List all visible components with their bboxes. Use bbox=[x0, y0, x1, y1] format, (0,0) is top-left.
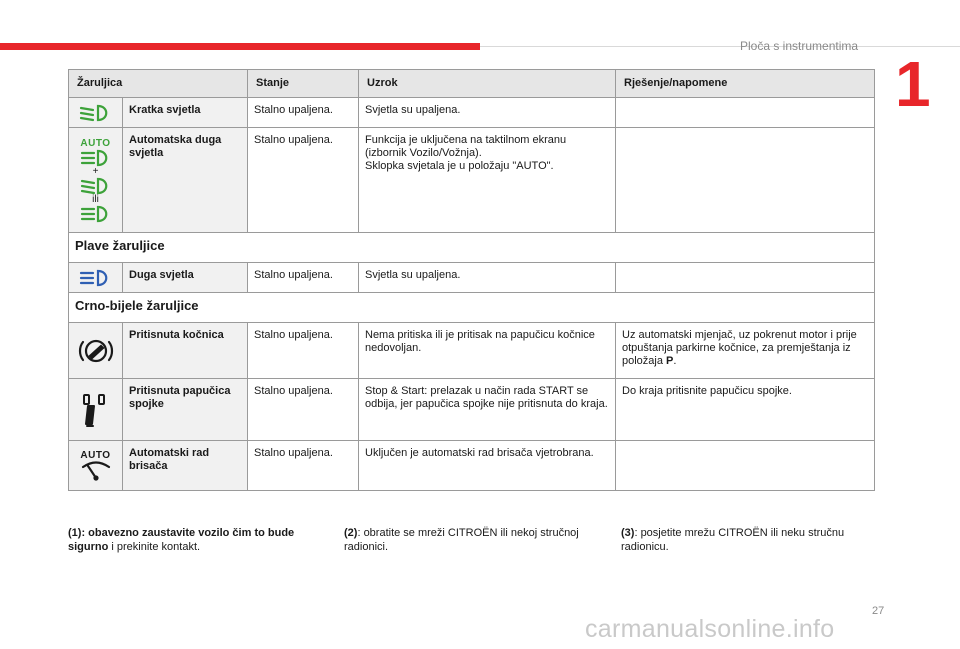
light-cause: Svjetla su upaljena. bbox=[359, 263, 616, 293]
footnote-2-num: (2) bbox=[344, 527, 358, 539]
footnote-3 bbox=[621, 526, 881, 554]
light-solution bbox=[616, 128, 875, 233]
footnote-1-text: i prekinite kontakt. bbox=[108, 541, 201, 553]
footnote-1-bold: : obavezno zaustavite vozilo čim to bude sigurno bbox=[68, 527, 295, 553]
or-separator: ili bbox=[92, 193, 99, 205]
main-beam-icon bbox=[80, 207, 112, 219]
footnote-1 bbox=[68, 526, 330, 554]
table-row bbox=[69, 263, 875, 293]
light-name: Pritisnuta papučica spojke bbox=[123, 379, 248, 441]
light-cause: Svjetla su upaljena. bbox=[359, 98, 616, 128]
light-cause: Stop & Start: prelazak u način rada START se odbija, jer papučica spojke nije pritisnuta do kraja. bbox=[359, 379, 616, 441]
table-header-row bbox=[69, 70, 875, 98]
col-header-light: Žaruljica bbox=[69, 70, 248, 98]
col-header-state: Stanje bbox=[248, 70, 359, 98]
light-state: Stalno upaljena. bbox=[248, 379, 359, 441]
clutch-pedal-icon bbox=[79, 403, 113, 415]
footnote-2-text: : obratite se mreži CITROËN ili nekoj stručnoj radionici. bbox=[344, 527, 579, 553]
col-header-solution: Rješenje/napomene bbox=[616, 70, 875, 98]
table-row bbox=[69, 128, 875, 233]
light-name: Pritisnuta kočnica bbox=[123, 323, 248, 379]
light-solution bbox=[616, 263, 875, 293]
light-solution bbox=[616, 323, 875, 379]
main-beam-icon bbox=[79, 271, 113, 283]
light-cause: Nema pritiska ili je pritisak na papučicu kočnice nedovoljan. bbox=[359, 323, 616, 379]
plus-separator: + bbox=[92, 165, 99, 177]
light-name: Automatski rad brisača bbox=[123, 441, 248, 491]
table-row bbox=[69, 441, 875, 491]
footnote-3-text: : posjetite mrežu CITROËN ili neku stručnu radionicu. bbox=[621, 527, 845, 553]
icon-cell bbox=[69, 263, 123, 293]
section-title: Ploča s instrumentima bbox=[740, 39, 859, 53]
warning-lights-table bbox=[68, 69, 875, 491]
brake-pedal-icon bbox=[78, 344, 114, 356]
solution-end: . bbox=[673, 355, 677, 367]
light-cause: Uključen je automatski rad brisača vjetrobrana. bbox=[359, 441, 616, 491]
header-accent-bar bbox=[0, 43, 480, 50]
footnote-3-num: (3) bbox=[621, 527, 635, 539]
light-name: Automatska duga svjetla bbox=[123, 128, 248, 233]
auto-main-beam-icon bbox=[80, 151, 112, 163]
light-state: Stalno upaljena. bbox=[248, 98, 359, 128]
light-solution: Do kraja pritisnite papučicu spojke. bbox=[616, 379, 875, 441]
icon-cell bbox=[69, 98, 123, 128]
header-divider bbox=[480, 46, 960, 47]
chapter-number: 1 bbox=[895, 48, 931, 120]
dipped-beam-icon bbox=[79, 106, 113, 118]
table-row bbox=[69, 323, 875, 379]
icon-cell bbox=[69, 379, 123, 441]
table-row bbox=[69, 98, 875, 128]
col-header-cause: Uzrok bbox=[359, 70, 616, 98]
dipped-beam-icon bbox=[80, 179, 112, 191]
light-solution bbox=[616, 441, 875, 491]
light-state: Stalno upaljena. bbox=[248, 128, 359, 233]
page-number: 27 bbox=[872, 605, 885, 617]
footnote-1-num: (1) bbox=[68, 527, 82, 539]
icon-cell bbox=[69, 441, 123, 491]
section-title-blue: Plave žaruljice bbox=[69, 233, 875, 263]
light-state: Stalno upaljena. bbox=[248, 441, 359, 491]
auto-label: AUTO bbox=[80, 450, 111, 461]
light-name: Kratka svjetla bbox=[123, 98, 248, 128]
auto-wiper-icon bbox=[80, 465, 112, 477]
table-row bbox=[69, 379, 875, 441]
watermark: carmanualsonline.info bbox=[585, 615, 835, 643]
light-solution bbox=[616, 98, 875, 128]
icon-cell bbox=[69, 128, 123, 233]
light-name: Duga svjetla bbox=[123, 263, 248, 293]
auto-label: AUTO bbox=[80, 137, 111, 149]
icon-cell bbox=[69, 323, 123, 379]
section-row bbox=[69, 293, 875, 323]
section-title-bw: Crno-bijele žaruljice bbox=[69, 293, 875, 323]
section-row bbox=[69, 233, 875, 263]
light-state: Stalno upaljena. bbox=[248, 323, 359, 379]
footnote-2 bbox=[344, 526, 584, 554]
light-state: Stalno upaljena. bbox=[248, 263, 359, 293]
solution-text: Uz automatski mjenjač, uz pokrenut motor i prije otpuštanja parkirne kočnice, za premještanja iz položaja bbox=[622, 329, 857, 367]
gear-position-p: P bbox=[666, 355, 674, 367]
light-cause: Funkcija je uključena na taktilnom ekranu (izbornik Vozilo/Vožnja). Sklopka svjetala je u položaju "AUTO". bbox=[359, 128, 616, 233]
